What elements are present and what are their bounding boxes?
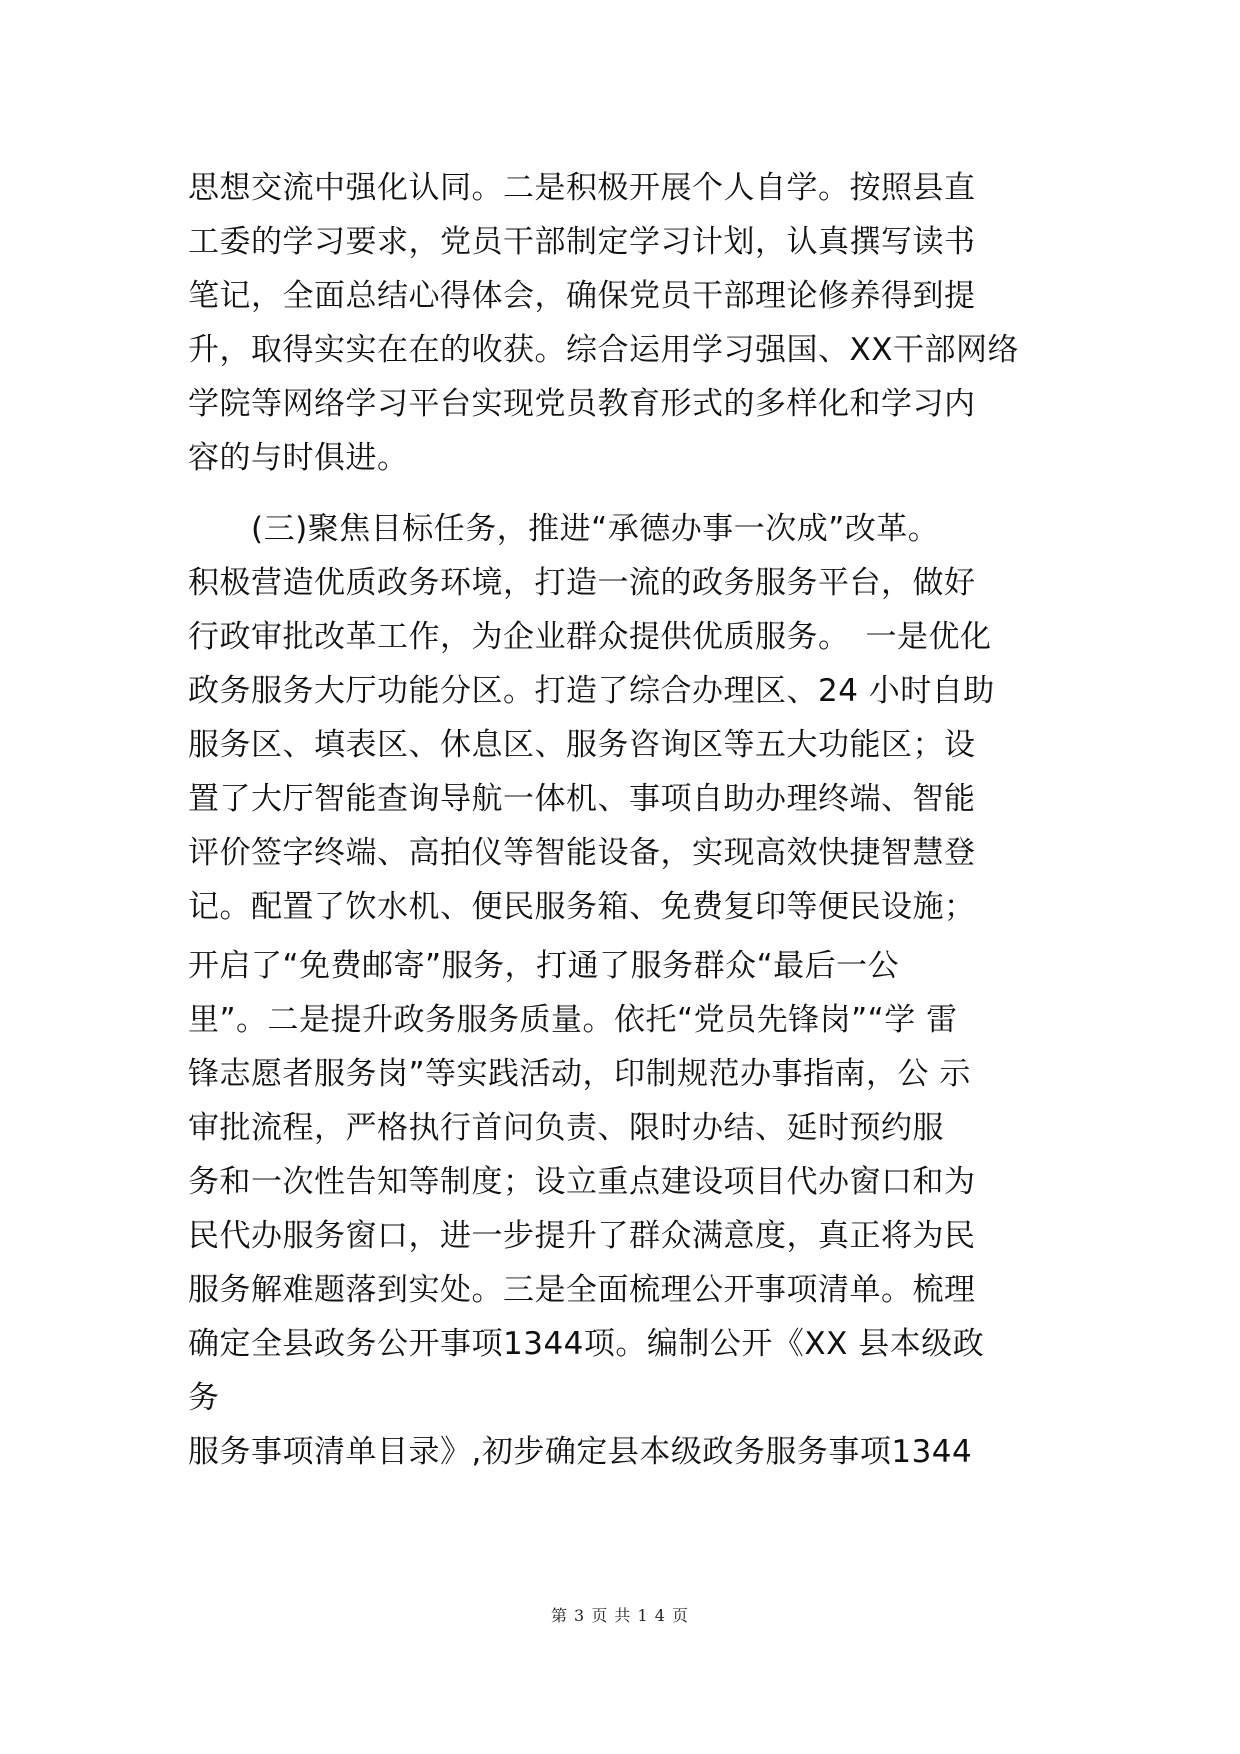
text-line: 政务服务大厅功能分区。打造了综合办理区、24 小时自助 xyxy=(188,673,995,709)
text-line: 务和一次性告知等制度；设立重点建设项目代办窗口和为 xyxy=(188,1164,976,1200)
text-line: 升，取得实实在在的收获。综合运用学习强国、XX干部网络 xyxy=(188,332,1019,368)
text-line: 工委的学习要求，党员干部制定学习计划，认真撰写读书 xyxy=(188,224,976,260)
text-line: 置了大厅智能查询导航一体机、事项自助办理终端、智能 xyxy=(188,781,976,817)
text-line: 开启了“免费邮寄”服务，打通了服务群众“最后一公 xyxy=(188,948,900,984)
section-heading: (三)聚焦目标任务，推进“承德办事一次成”改革。 xyxy=(188,511,940,547)
text-line: 民代办服务窗口，进一步提升了群众满意度，真正将为民 xyxy=(188,1218,976,1254)
text-line: 行政审批改革工作，为企业群众提供优质服务。 一是优化 xyxy=(188,619,992,655)
text-line: 服务区、填表区、休息区、服务咨询区等五大功能区；设 xyxy=(188,727,976,763)
text-line: 评价签字终端、高拍仪等智能设备，实现高效快捷智慧登 xyxy=(188,835,976,871)
text-line: 务 xyxy=(188,1380,220,1416)
page-number-footer: 第 3 页 共 1 4 页 xyxy=(550,1606,690,1625)
text-line: 里”。二是提升政务服务质量。依托“党员先锋岗”“学 雷 xyxy=(188,1002,958,1038)
text-line: 思想交流中强化认同。二是积极开展个人自学。按照县直 xyxy=(188,170,976,206)
text-line: 审批流程，严格执行首问负责、限时办结、延时预约服 xyxy=(188,1110,944,1146)
text-line: 服务事项清单目录》,初步确定县本级政务服务事项1344 xyxy=(188,1434,973,1470)
text-line: 笔记，全面总结心得体会，确保党员干部理论修养得到提 xyxy=(188,278,976,314)
text-line: 服务解难题落到实处。三是全面梳理公开事项清单。梳理 xyxy=(188,1272,976,1308)
text-line: 积极营造优质政务环境，打造一流的政务服务平台，做好 xyxy=(188,565,976,601)
text-line: 确定全县政务公开事项1344项。编制公开《XX 县本级政 xyxy=(188,1326,985,1362)
text-line: 记。配置了饮水机、便民服务箱、免费复印等便民设施； xyxy=(188,889,976,925)
text-line: 容的与时俱进。 xyxy=(188,440,409,476)
text-line: 锋志愿者服务岗”等实践活动，印制规范办事指南，公 示 xyxy=(188,1056,971,1092)
text-line: 学院等网络学习平台实现党员教育形式的多样化和学习内 xyxy=(188,386,976,422)
